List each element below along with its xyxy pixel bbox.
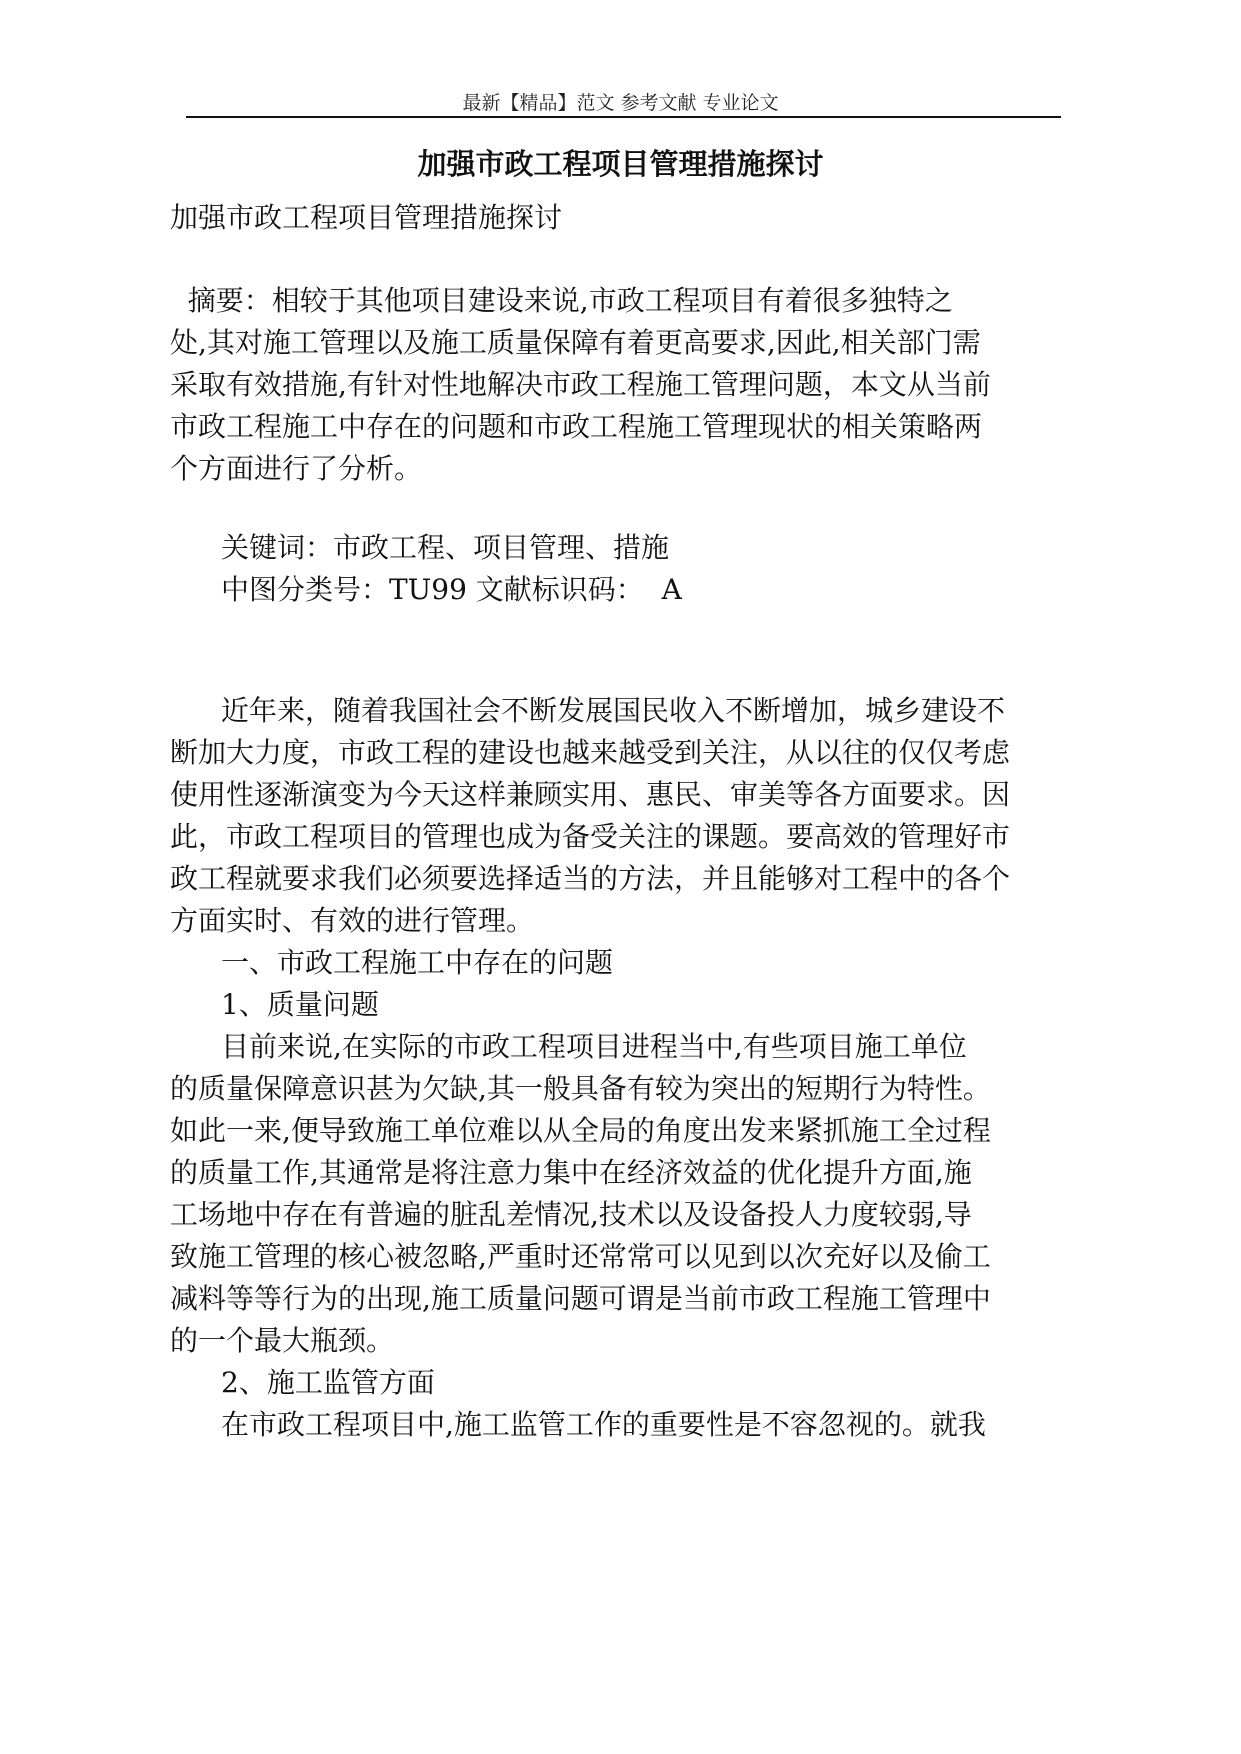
abstract-line: 摘要：相较于其他项目建设来说,市政工程项目有着很多独特之 <box>170 284 953 317</box>
page-header: 最新【精品】范文 参考文献 专业论文 <box>462 92 779 114</box>
abstract-line: 处,其对施工管理以及施工质量保障有着更高要求,因此,相关部门需 <box>170 326 981 359</box>
abstract-line: 个方面进行了分析。 <box>170 452 423 485</box>
intro-line: 政工程就要求我们必须要选择适当的方法，并且能够对工程中的各个 <box>170 862 1011 895</box>
body-line: 致施工管理的核心被忽略,严重时还常常可以见到以次充好以及偷工 <box>170 1240 991 1273</box>
keywords: 关键词：市政工程、项目管理、措施 <box>221 531 670 564</box>
body-line: 的一个最大瓶颈。 <box>170 1324 395 1357</box>
intro-line: 方面实时、有效的进行管理。 <box>170 904 535 937</box>
header-rule <box>186 116 1061 118</box>
intro-line: 断加大力度，市政工程的建设也越来越受到关注，从以往的仅仅考虑 <box>170 736 1011 769</box>
intro-line: 使用性逐渐演变为今天这样兼顾实用、惠民、审美等各方面要求。因 <box>170 778 1011 811</box>
document-subtitle: 加强市政工程项目管理措施探讨 <box>170 201 563 234</box>
intro-line: 近年来，随着我国社会不断发展国民收入不断增加，城乡建设不 <box>221 694 1006 727</box>
abstract-line: 市政工程施工中存在的问题和市政工程施工管理现状的相关策略两 <box>170 410 983 443</box>
document-title: 加强市政工程项目管理措施探讨 <box>417 147 824 181</box>
intro-line: 此，市政工程项目的管理也成为备受关注的课题。要高效的管理好市 <box>170 820 1011 853</box>
body-line: 的质量工作,其通常是将注意力集中在经济效益的优化提升方面,施 <box>170 1156 972 1189</box>
abstract-line: 采取有效措施,有针对性地解决市政工程施工管理问题，本文从当前 <box>170 368 991 401</box>
body-line: 的质量保障意识甚为欠缺,其一般具备有较为突出的短期行为特性。 <box>170 1072 991 1105</box>
body-line: 减料等等行为的出现,施工质量问题可谓是当前市政工程施工管理中 <box>170 1282 991 1315</box>
subsection-heading: 1、质量问题 <box>221 988 379 1021</box>
section-heading: 一、市政工程施工中存在的问题 <box>221 946 614 979</box>
subsection-heading: 2、施工监管方面 <box>221 1366 435 1399</box>
body-line: 工场地中存在有普遍的脏乱差情况,技术以及设备投人力度较弱,导 <box>170 1198 972 1231</box>
classification-code: 中图分类号：TU99 文献标识码： A <box>221 573 682 606</box>
body-line: 如此一来,便导致施工单位难以从全局的角度出发来紧抓施工全过程 <box>170 1114 991 1147</box>
body-line: 目前来说,在实际的市政工程项目进程当中,有些项目施工单位 <box>221 1030 967 1063</box>
body-line: 在市政工程项目中,施工监管工作的重要性是不容忽视的。就我 <box>221 1408 986 1441</box>
